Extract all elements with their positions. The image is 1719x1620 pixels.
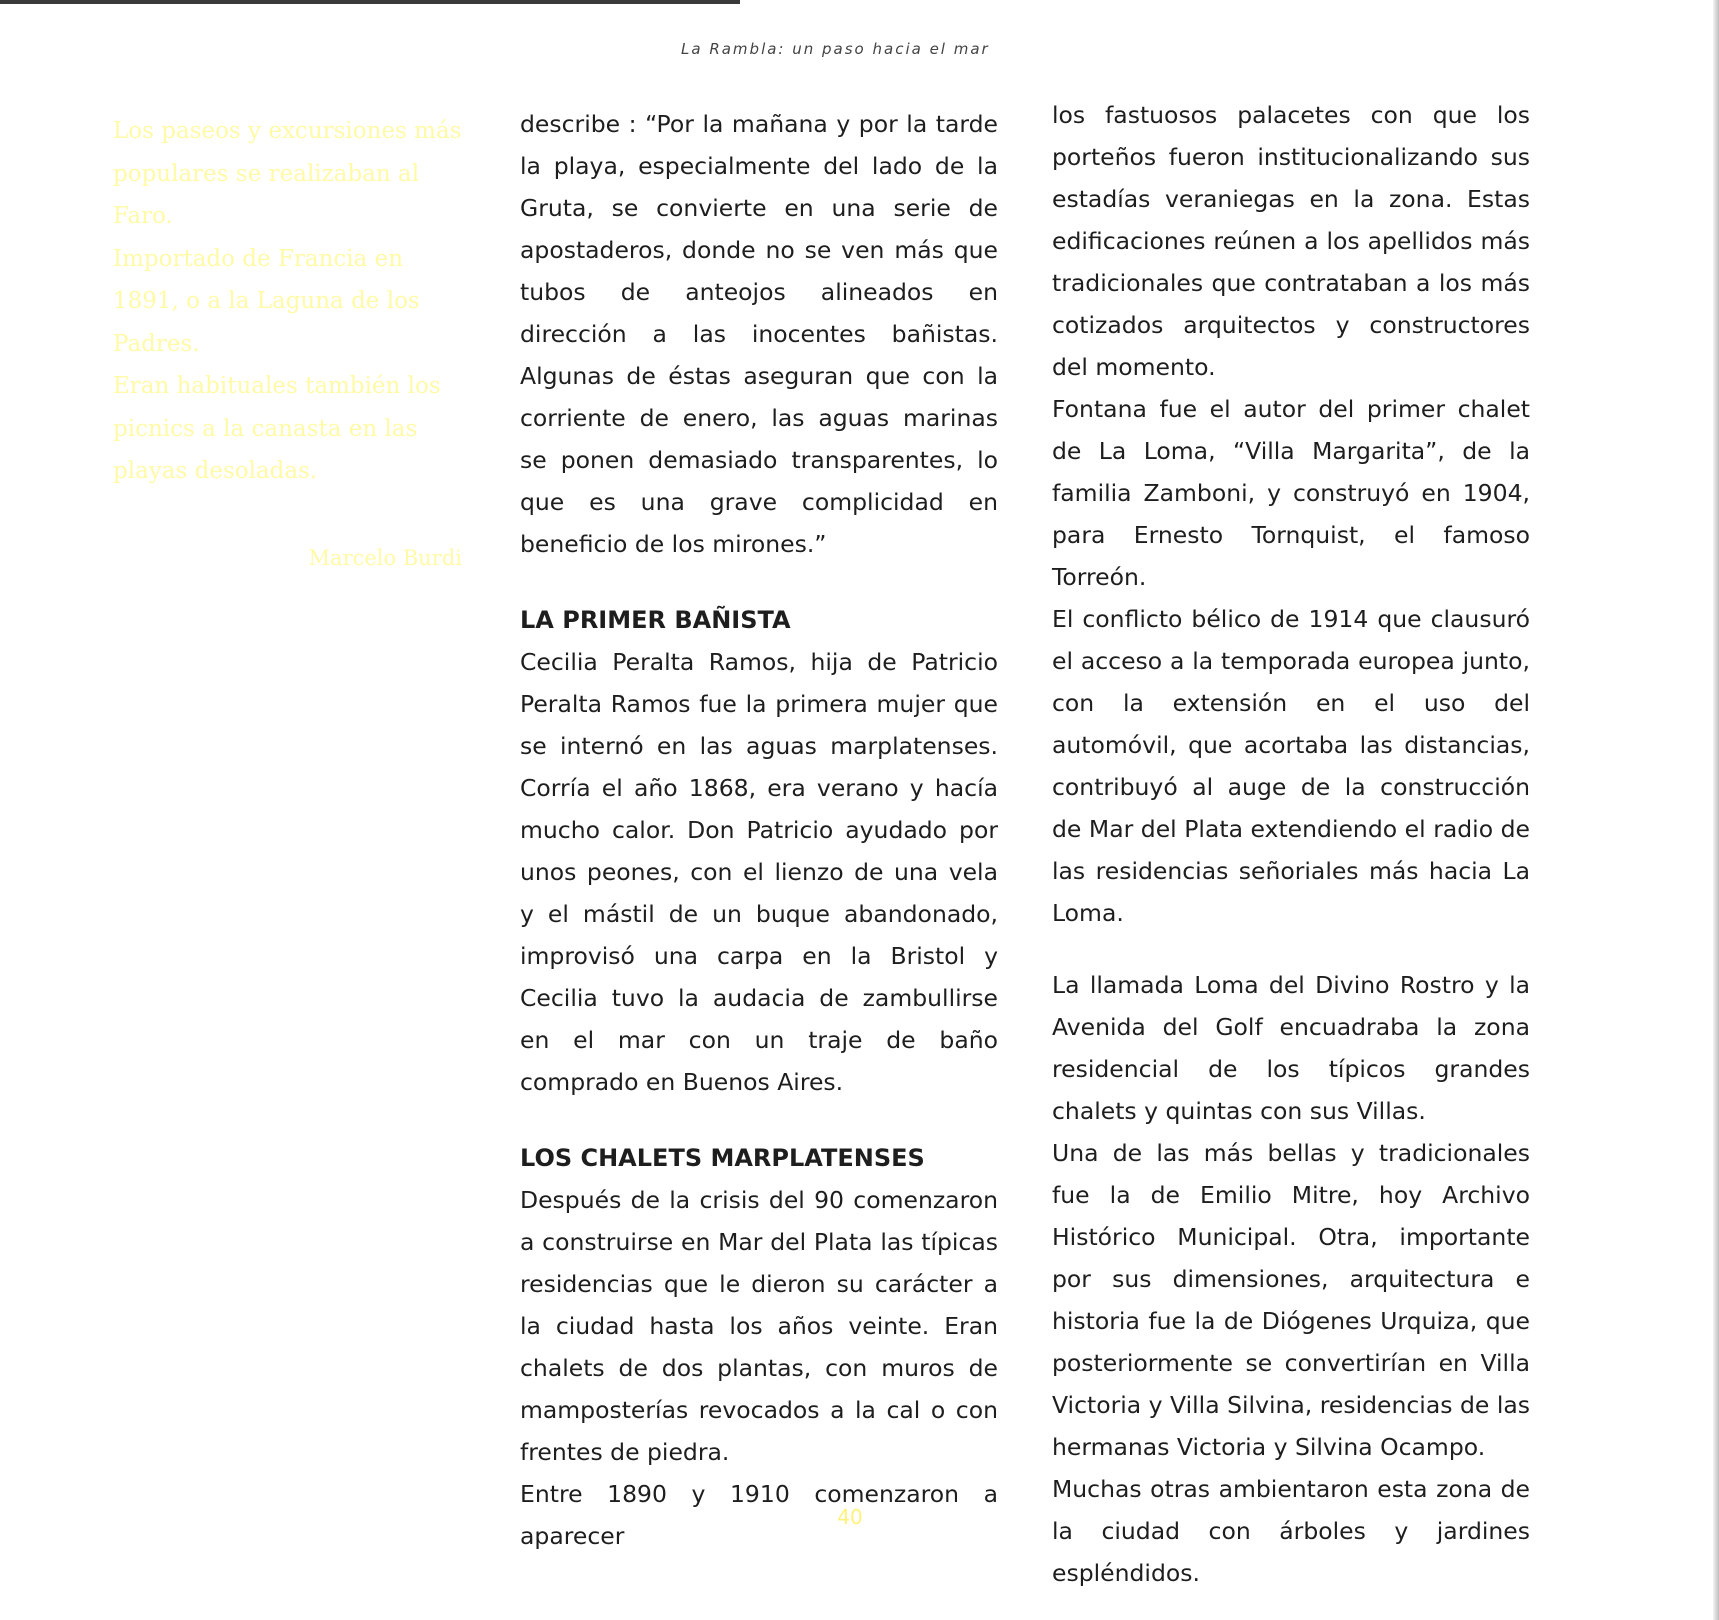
column-middle xyxy=(520,103,998,1557)
heading-chalets-marplatenses: LOS CHALETS MARPLATENSES xyxy=(520,1144,925,1172)
top-edge-shadow xyxy=(0,0,740,4)
sidebar-paragraph: Importado de Francia en 1891, o a la Laguna de los Padres. xyxy=(113,245,420,357)
body-paragraph: Una de las más bellas y tradicionales fue la de Emilio Mitre, hoy Archivo Histórico Municipal. Otra, importante por sus dimensiones, arquitectura e historia fue la de Diógenes Urquiza, que posteriormente se convertirían en Villa Victoria y Villa Silvina, residencias de las hermanas Victoria y Silvina Ocampo. xyxy=(1052,1139,1530,1461)
column-right xyxy=(1052,94,1530,1594)
book-gutter-edge xyxy=(1713,0,1719,1620)
heading-primer-banista: LA PRIMER BAÑISTA xyxy=(520,606,791,634)
body-paragraph: Fontana fue el autor del primer chalet de La Loma, “Villa Margarita”, de la familia Zamboni, y construyó en 1904, para Ernesto Tornquist, el famoso Torreón. xyxy=(1052,395,1530,591)
body-paragraph: La llamada Loma del Divino Rostro y la Avenida del Golf encuadraba la zona residencial de los típicos grandes chalets y quintas con sus Villas. xyxy=(1052,971,1530,1125)
sidebar-paragraph: Eran habituales también los picnics a la canasta en las playas desoladas. xyxy=(113,373,441,484)
body-paragraph: Después de la crisis del 90 comenzaron a construirse en Mar del Plata las típicas residencias que le dieron su carácter a la ciudad hasta los años veinte. Eran chalets de dos plantas, con muros de mamposterías revocados a la cal o con frentes de piedra. xyxy=(520,1186,998,1466)
body-paragraph: Entre 1890 y 1910 comenzaron a aparecer xyxy=(520,1480,998,1550)
sidebar-paragraph: Los paseos y excursiones más populares se realizaban al Faro. xyxy=(113,118,462,229)
body-paragraph: Cecilia Peralta Ramos, hija de Patricio Peralta Ramos fue la primera mujer que se internó en las aguas marplatenses. Corría el año 1868, era verano y hacía mucho calor. Don Patricio ayudado por unos peones, con el lienzo de una vela y el mástil de un buque abandonado, improvisó una carpa en la Bristol y Cecilia tuvo la audacia de zambullirse en el mar con un traje de baño comprado en Buenos Aires. xyxy=(520,648,998,1096)
sidebar-author: Marcelo Burdi xyxy=(308,546,462,570)
page-number: 40 xyxy=(837,1505,863,1529)
quote-continuation: describe : “Por la mañana y por la tarde la playa, especialmente del lado de la Gruta, se convierte en una serie de apostaderos, donde no se ven más que tubos de anteojos alineados en dirección a las inocentes bañistas. Algunas de éstas aseguran que con la corriente de enero, las aguas marinas se ponen demasiado transparentes, lo que es una grave complicidad en beneficio de los mirones.” xyxy=(520,110,998,558)
running-head: La Rambla: un paso hacia el mar xyxy=(681,40,990,58)
body-paragraph: Muchas otras ambientaron esta zona de la ciudad con árboles y jardines espléndidos. xyxy=(1052,1475,1530,1587)
body-paragraph: El conflicto bélico de 1914 que clausuró el acceso a la temporada europea junto, con la extensión en el uso del automóvil, que acortaba las distancias, contribuyó al auge de la construcción de Mar del Plata extendiendo el radio de las residencias señoriales más hacia La Loma. xyxy=(1052,605,1530,927)
body-paragraph: los fastuosos palacetes con que los porteños fueron institucionalizando sus estadías veraniegas en la zona. Estas edificaciones reúnen a los apellidos más tradicionales que contrataban a los más cotizados arquitectos y constructores del momento. xyxy=(1052,101,1530,381)
sidebar-quote xyxy=(113,110,473,493)
